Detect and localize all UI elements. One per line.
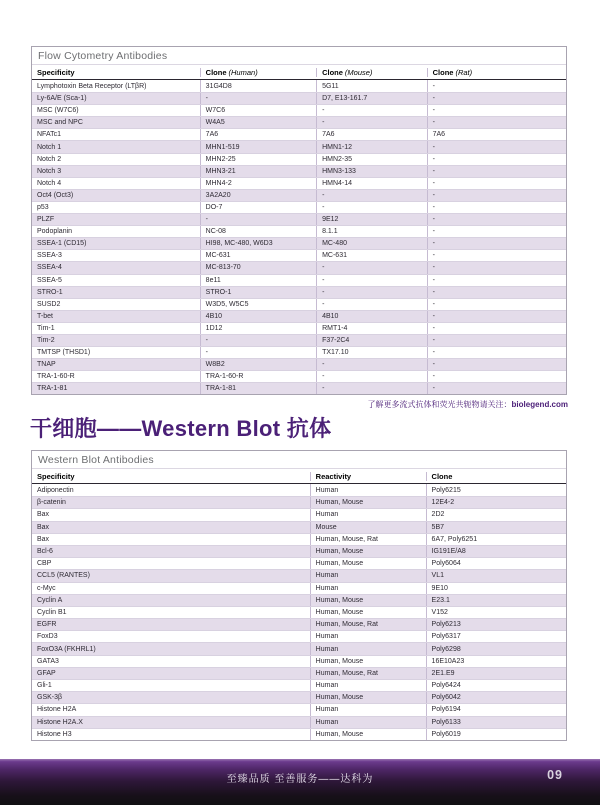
table-row [32, 630, 566, 642]
table-cell: - [427, 178, 566, 189]
table-cell: - [316, 117, 427, 128]
table-cell: Human [310, 631, 426, 642]
table-cell: GATA3 [37, 657, 59, 665]
table-cell: Human [310, 704, 426, 715]
table-title: Western Blot Antibodies [32, 451, 566, 469]
table-cell: Poly6064 [426, 558, 566, 569]
table-cell: - [427, 141, 566, 152]
table-row [32, 382, 566, 394]
table-cell: T-bet [37, 312, 53, 320]
table-cell: TX17.10 [316, 347, 427, 358]
table-cell: - [427, 262, 566, 273]
table-cell: Poly6298 [426, 643, 566, 654]
table-header-row [32, 65, 566, 80]
table-cell: Poly6213 [426, 619, 566, 630]
table-row [32, 667, 566, 679]
table-cell: Bax [37, 535, 50, 543]
table-cell: - [427, 93, 566, 104]
table-cell: 1D12 [200, 323, 316, 334]
table-cell: W7C6 [200, 105, 316, 116]
table-cell: - [427, 202, 566, 213]
table-cell: 9E10 [426, 583, 566, 594]
table-row [32, 533, 566, 545]
table-cell: GSK-3β [37, 694, 63, 702]
table-cell: 31G4D8 [200, 80, 316, 92]
table-cell: - [427, 347, 566, 358]
table-cell: STRO-1 [37, 288, 63, 296]
table-cell: 8.1.1 [316, 226, 427, 237]
table-cell: DO-7 [200, 202, 316, 213]
table-cell: SUSD2 [37, 300, 61, 308]
table-cell: HMN2-35 [316, 154, 427, 165]
table-cell: Podoplanin [37, 228, 73, 236]
table-row [32, 128, 566, 140]
table-cell: Human [310, 643, 426, 654]
table-cell: Tim-1 [37, 324, 55, 332]
table-cell: Human [310, 509, 426, 520]
footer-slogan: 至臻品质 至善服务——达科为 [226, 774, 374, 785]
table-cell: EGFR [37, 621, 57, 629]
table-cell: - [427, 214, 566, 225]
table-cell: - [316, 383, 427, 394]
table-cell: - [427, 250, 566, 261]
table-cell: Poly6019 [426, 729, 566, 740]
table-cell: Bax [37, 523, 50, 531]
page-number: 09 [547, 768, 563, 782]
table-cell: MSC and NPC [37, 119, 83, 127]
table-row [32, 691, 566, 703]
table-cell: Histone H3 [37, 730, 72, 738]
western-blot-antibodies-table [31, 450, 567, 741]
table-row [32, 261, 566, 273]
biolegend-link[interactable]: biolegend.com [511, 400, 568, 409]
table-cell: - [316, 105, 427, 116]
table-cell: Bcl-6 [37, 548, 53, 556]
table-cell: - [427, 299, 566, 310]
table-cell: Human, Mouse [310, 595, 426, 606]
table-cell: 7A6 [427, 129, 566, 140]
table-cell: Bax [37, 511, 50, 519]
table-cell: MHN3-21 [200, 166, 316, 177]
table-row [32, 545, 566, 557]
table-cell: Histone H2A [37, 706, 77, 714]
table-body [32, 80, 566, 394]
page-footer [0, 759, 600, 805]
table-cell: HMN3-133 [316, 166, 427, 177]
table-cell: - [427, 287, 566, 298]
table-cell: NFATc1 [37, 131, 61, 139]
table-cell: Poly6424 [426, 680, 566, 691]
table-cell: D7, E13-161.7 [316, 93, 427, 104]
table-cell: Human [310, 570, 426, 581]
table-cell: - [427, 166, 566, 177]
table-cell: Notch 2 [37, 155, 62, 163]
table-cell: Human [310, 680, 426, 691]
table-body [32, 484, 566, 740]
table-row [32, 679, 566, 691]
table-cell: - [427, 335, 566, 346]
table-cell: Poly6042 [426, 692, 566, 703]
table-row [32, 165, 566, 177]
column-header: Clone (Rat) [427, 68, 566, 77]
table-cell: 7A6 [316, 129, 427, 140]
table-cell: β-catenin [37, 499, 66, 507]
table-cell: Human, Mouse, Rat [310, 619, 426, 630]
table-row [32, 225, 566, 237]
table-row [32, 249, 566, 261]
table-cell: Mouse [310, 522, 426, 533]
table-row [32, 92, 566, 104]
table-cell: CCL5 (RANTES) [37, 572, 90, 580]
table-cell: TRA-1-81 [200, 383, 316, 394]
table-row [32, 80, 566, 92]
table-row [32, 370, 566, 382]
table-cell: FoxD3 [37, 633, 58, 641]
table-cell: Histone H2A.X [37, 718, 83, 726]
table-cell: - [427, 105, 566, 116]
table-row [32, 569, 566, 581]
table-cell: - [427, 311, 566, 322]
table-cell: - [427, 275, 566, 286]
table-cell: Human, Mouse, Rat [310, 534, 426, 545]
table-cell: MHN4-2 [200, 178, 316, 189]
table-cell: MSC (W7C6) [37, 107, 79, 115]
table-cell: - [427, 154, 566, 165]
table-cell: Poly6215 [426, 484, 566, 496]
table-cell: 3A2A20 [200, 190, 316, 201]
table-cell: W4A5 [200, 117, 316, 128]
table-cell: Notch 1 [37, 143, 62, 151]
flow-cytometry-antibodies-table [31, 46, 567, 395]
table-row [32, 140, 566, 152]
table-cell: F37-2C4 [316, 335, 427, 346]
table-cell: - [316, 190, 427, 201]
table-cell: c-Myc [37, 584, 56, 592]
table-cell: NC-08 [200, 226, 316, 237]
table-cell: SSEA-4 [37, 264, 62, 272]
column-header: Clone (Human) [200, 68, 316, 77]
table-row [32, 594, 566, 606]
table-row [32, 286, 566, 298]
table-cell: 7A6 [200, 129, 316, 140]
table-cell: E23.1 [426, 595, 566, 606]
table-row [32, 104, 566, 116]
table-row [32, 618, 566, 630]
table-row [32, 237, 566, 249]
table-cell: HMN4-14 [316, 178, 427, 189]
table-cell: SSEA-5 [37, 276, 62, 284]
table-cell: SSEA-1 (CD15) [37, 240, 87, 248]
table-cell: Human, Mouse [310, 558, 426, 569]
table-cell: PLZF [37, 216, 55, 224]
table-cell: MC-631 [316, 250, 427, 261]
table-cell: Human [310, 484, 426, 496]
table-cell: Poly6133 [426, 717, 566, 728]
biolegend-note [368, 399, 568, 410]
table-cell: Human, Mouse [310, 497, 426, 508]
table-row [32, 508, 566, 520]
table-cell: MC-631 [200, 250, 316, 261]
table-cell: 5G11 [316, 80, 427, 92]
table-cell: W3D5, W5C5 [200, 299, 316, 310]
table-cell: MHN1-519 [200, 141, 316, 152]
table-cell: TNAP [37, 361, 56, 369]
table-row [32, 322, 566, 334]
table-cell: CBP [37, 560, 52, 568]
table-row [32, 298, 566, 310]
table-row [32, 716, 566, 728]
column-header: Reactivity [310, 472, 426, 481]
table-cell: Tim-2 [37, 337, 55, 345]
table-cell: 5B7 [426, 522, 566, 533]
column-header: Clone [426, 472, 566, 481]
table-cell: Poly6194 [426, 704, 566, 715]
table-cell: - [200, 93, 316, 104]
table-cell: MHN2-25 [200, 154, 316, 165]
table-cell: - [200, 214, 316, 225]
table-cell: Human, Mouse [310, 692, 426, 703]
table-row [32, 201, 566, 213]
table-cell: - [427, 359, 566, 370]
table-cell: 2E1.E9 [426, 668, 566, 679]
table-row [32, 189, 566, 201]
table-cell: Human, Mouse, Rat [310, 668, 426, 679]
table-cell: - [427, 117, 566, 128]
table-row [32, 703, 566, 715]
section-heading: 干细胞——Western Blot 抗体 [30, 416, 332, 441]
table-row [32, 521, 566, 533]
table-cell: 4B10 [316, 311, 427, 322]
table-row [32, 177, 566, 189]
table-cell: 6A7, Poly6251 [426, 534, 566, 545]
table-cell: - [427, 383, 566, 394]
table-row [32, 358, 566, 370]
table-row [32, 274, 566, 286]
table-cell: Ly-6A/E (Sca-1) [37, 95, 87, 103]
table-cell: Oct4 (Oct3) [37, 191, 74, 199]
table-cell: Poly6317 [426, 631, 566, 642]
table-cell: Lymphotoxin Beta Receptor (LTβR) [37, 82, 147, 90]
table-cell: TRA-1-81 [37, 385, 68, 393]
table-row [32, 728, 566, 740]
table-cell: - [427, 226, 566, 237]
table-cell: VL1 [426, 570, 566, 581]
table-cell: MC-813-70 [200, 262, 316, 273]
column-header: Specificity [37, 471, 75, 481]
table-cell: - [427, 323, 566, 334]
table-cell: HMN1-12 [316, 141, 427, 152]
table-cell: SSEA-3 [37, 252, 62, 260]
table-row [32, 606, 566, 618]
table-row [32, 346, 566, 358]
table-cell: Human, Mouse [310, 607, 426, 618]
table-cell: Cyclin A [37, 596, 63, 604]
table-row [32, 213, 566, 225]
table-row [32, 655, 566, 667]
column-header: Clone (Mouse) [316, 68, 427, 77]
table-cell: p53 [37, 203, 49, 211]
table-cell: IG191E/A8 [426, 546, 566, 557]
table-row [32, 310, 566, 322]
table-cell: - [200, 347, 316, 358]
table-cell: - [316, 299, 427, 310]
note-text: 了解更多流式抗体和荧光共轭物请关注： [367, 400, 512, 409]
table-row [32, 582, 566, 594]
table-row [32, 334, 566, 346]
table-cell: Notch 4 [37, 179, 62, 187]
table-cell: - [427, 371, 566, 382]
table-cell: Human, Mouse [310, 546, 426, 557]
table-cell: 8e11 [200, 275, 316, 286]
table-cell: RMT1-4 [316, 323, 427, 334]
table-cell: 16E10A23 [426, 656, 566, 667]
table-cell: HI98, MC-480, W6D3 [200, 238, 316, 249]
table-header-row [32, 469, 566, 484]
table-cell: MC-480 [316, 238, 427, 249]
table-cell: 4B10 [200, 311, 316, 322]
table-cell: Gli-1 [37, 682, 52, 690]
table-cell: - [200, 335, 316, 346]
table-cell: - [316, 275, 427, 286]
column-header: Specificity [37, 67, 75, 77]
table-row [32, 484, 566, 496]
table-title: Flow Cytometry Antibodies [32, 47, 566, 65]
table-cell: TRA-1-60-R [37, 373, 75, 381]
table-cell: - [316, 371, 427, 382]
table-cell: FoxO3A (FKHRL1) [37, 645, 96, 653]
table-cell: - [427, 190, 566, 201]
table-cell: Cyclin B1 [37, 608, 67, 616]
table-cell: - [316, 287, 427, 298]
table-cell: Notch 3 [37, 167, 62, 175]
table-cell: - [316, 202, 427, 213]
table-cell: GFAP [37, 669, 56, 677]
table-cell: W8B2 [200, 359, 316, 370]
table-cell: TRA-1-60-R [200, 371, 316, 382]
table-cell: Human, Mouse [310, 729, 426, 740]
table-cell: Human, Mouse [310, 656, 426, 667]
table-cell: Human [310, 583, 426, 594]
table-cell: V152 [426, 607, 566, 618]
table-cell: Human [310, 717, 426, 728]
table-row [32, 116, 566, 128]
table-cell: TMTSP (THSD1) [37, 349, 91, 357]
table-row [32, 642, 566, 654]
table-row [32, 153, 566, 165]
table-row [32, 496, 566, 508]
table-cell: - [427, 238, 566, 249]
table-cell: STRO-1 [200, 287, 316, 298]
table-cell: - [316, 262, 427, 273]
table-cell: - [427, 80, 566, 92]
table-row [32, 557, 566, 569]
table-cell: - [316, 359, 427, 370]
table-cell: Adiponectin [37, 486, 74, 494]
table-cell: 9E12 [316, 214, 427, 225]
table-cell: 2D2 [426, 509, 566, 520]
table-cell: 12E4-2 [426, 497, 566, 508]
